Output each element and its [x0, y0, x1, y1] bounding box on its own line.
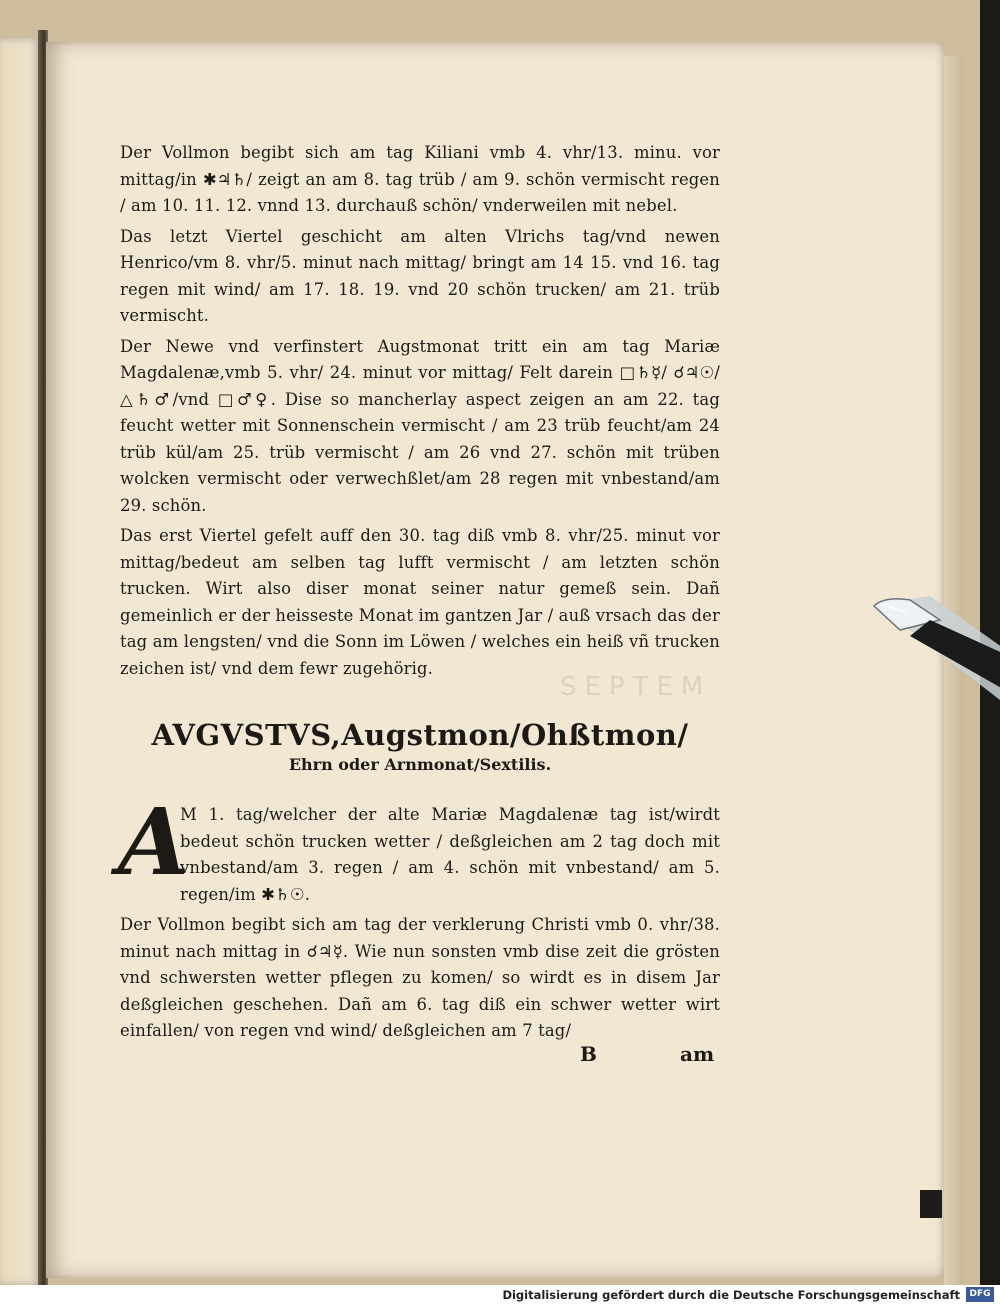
footer-bar: [0, 1285, 1000, 1305]
paragraph: M 1. tag/welcher der alte Mariæ Magdalenæ tag ist/wirdt bedeut schön trucken wetter / deßgleichen am 2 tag doch mit vnbestand/am 3. regen / am 4. schön mit vnbestand/ am 5. regen/im ✱♄☉.: [180, 805, 720, 904]
page-clip: [920, 1190, 942, 1218]
section-heading: AVGVSTVS,Augstmon/Ohßtmon/: [151, 718, 689, 752]
section-subheading: Ehrn oder Arnmonat/Sextilis.: [288, 755, 552, 774]
first-paragraph: [118, 788, 720, 908]
paragraph: Der Vollmon begibt sich am tag der verklerung Christi vmb 0. vhr/38. minut nach mittag in ☌♃☿. Wie nun sonsten vmb dise zeit die grösten vnd schwersten wetter pflegen zu komen/ so wirdt es in disem Jar deßgleichen geschehen. Dañ am 6. tag diß ein schwer wetter wirt einfallen/ von regen vnd wind/ deßgleichen am 7 tag/: [120, 915, 720, 1040]
paragraph: Der Newe vnd verfinstert Augstmonat tritt ein am tag Mariæ Magdalenæ,vmb 5. vhr/ 24. minut vor mittag/ Felt darein □♄☿/ ☌♃☉/△♄♂/vnd □♂♀. Dise so mancherlay aspect zeigen an am 22. tag feucht wetter mit Sonnenschein vermischt / am 23 trüb feucht/am 24 trüb kül/am 25. trüb vermischt / am 26 vnd 27. schön mit trüben wolcken vermischt oder verwechßlet/am 28 regen mit vnbestand/am 29. schön.: [120, 336, 720, 515]
paragraph: Das erst Viertel gefelt auff den 30. tag diß vmb 8. vhr/25. minut vor mittag/bedeut am selben tag lufft vermischt / am letzten schön trucken. Wirt also diser monat seiner natur gemeß sein. Dañ gemeinlich er der heisseste Monat im gantzen Jar / auß vrsach das der tag am lengsten/ vnd die Sonn im Löwen / welches ein heiß vñ trucken zeichen ist/ vnd dem fewr zugehörig.: [120, 526, 720, 678]
funding-credit: Digitalisierung gefördert durch die Deutsche Forschungsgemeinschaft: [502, 1288, 960, 1302]
previous-page-edge: [0, 38, 40, 1285]
drop-cap-initial: A: [118, 788, 190, 896]
paragraph: Der Vollmon begibt sich am tag Kiliani vmb 4. vhr/13. minu. vor mittag/in ✱♃♄/ zeigt an am 8. tag trüb / am 9. schön vermischt regen / am 10. 11. 12. vnnd 13. durchauß schön/ vnderweilen mit nebel.: [120, 143, 720, 215]
pencil-pointer-icon: [870, 590, 1000, 720]
signature-mark: B: [580, 1042, 597, 1066]
show-through-text: SEPTEM: [560, 672, 712, 702]
dfg-logo: DFG: [966, 1287, 994, 1302]
paragraph: Das letzt Viertel geschicht am alten Vlrichs tag/vnd newen Henrico/vm 8. vhr/5. minut nach mittag/ bringt am 14 15. vnd 16. tag regen mit wind/ am 17. 18. 19. vnd 20 schön trucken/ am 21. trüb vermischt.: [120, 226, 720, 325]
catchword: am: [680, 1042, 715, 1066]
page-text: [120, 140, 720, 1049]
